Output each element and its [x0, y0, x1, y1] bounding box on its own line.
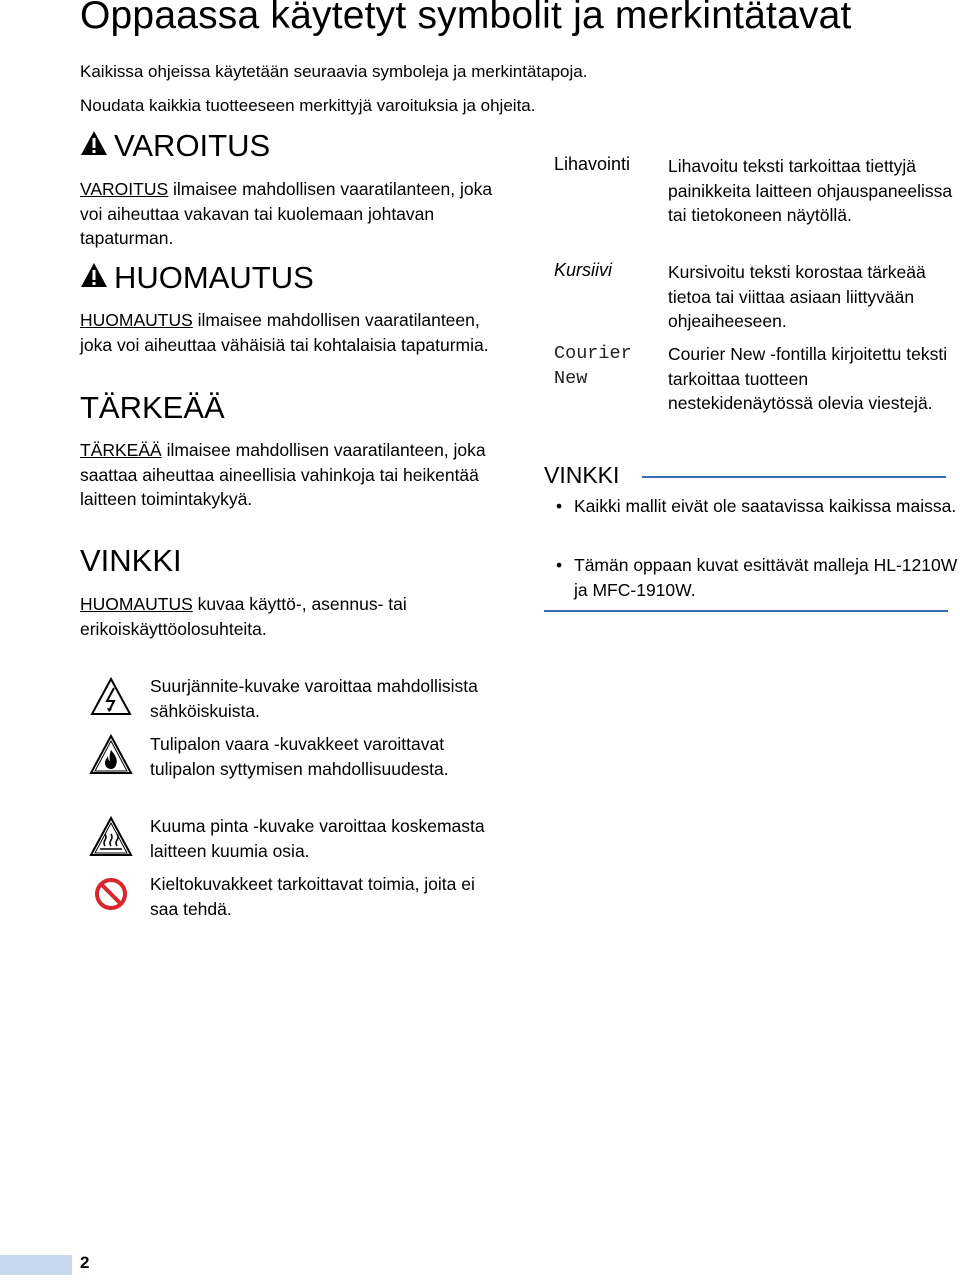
vinkki-note-title: VINKKI: [544, 462, 620, 488]
varoitus-heading-label: VAROITUS: [114, 128, 271, 163]
hot-surface-icon: [88, 814, 134, 860]
courier-definition: Courier New -fontilla kirjoitettu teksti tarkoittaa tuotteen nestekidenäytössä olevia viestejä.: [668, 344, 948, 413]
huomautus-text: ilmaisee mahdollisen vaaratilanteen, joka voi aiheuttaa vähäisiä tai kohtalaisia tapaturmia.: [80, 310, 489, 355]
note-bullet-item: [556, 494, 960, 519]
fire-hazard-description: Tulipalon vaara -kuvakkeet varoittavat tulipalon syttymisen mahdollisuudesta.: [150, 734, 449, 779]
high-voltage-description: Suurjännite-kuvake varoittaa mahdollisista sähköiskuista.: [150, 676, 478, 721]
vinkki-text: kuvaa käyttö-, asennus- tai erikoiskäyttöolosuhteita.: [80, 594, 407, 639]
huomautus-description: [80, 308, 500, 357]
vinkki-term: HUOMAUTUS: [80, 594, 193, 614]
note-bullet-text: Tämän oppaan kuvat esittävät malleja HL-1210W ja MFC-1910W.: [574, 555, 958, 600]
page-tab-marker: [0, 1255, 72, 1275]
varoitus-description: [80, 177, 500, 251]
tarkeaa-heading: [80, 390, 225, 426]
bullet-marker: •: [556, 555, 563, 575]
intro-text-1: Kaikissa ohjeissa käytetään seuraavia symboleja ja merkintätapoja.: [80, 62, 588, 81]
tarkeaa-text: ilmaisee mahdollisen vaaratilanteen, joka saattaa aiheuttaa aineellisia vahinkoja tai heikentää laitteen toimintakykyä.: [80, 440, 486, 509]
italic-term: Kursiivi: [554, 260, 613, 280]
huomautus-heading-label: HUOMAUTUS: [114, 260, 314, 295]
courier-term-line-1: Courier: [554, 343, 632, 364]
courier-term: [554, 342, 632, 391]
bold-term: Lihavointi: [554, 154, 631, 174]
vinkki-heading: [80, 543, 182, 579]
huomautus-heading: [80, 260, 314, 296]
fire-hazard-icon: [88, 732, 134, 778]
huomautus-term: HUOMAUTUS: [80, 310, 193, 330]
varoitus-term: VAROITUS: [80, 179, 169, 199]
bold-definition: Lihavoitu teksti tarkoittaa tiettyjä painikkeita laitteen ohjauspaneelissa tai tietokoneen näytöllä.: [668, 156, 953, 225]
high-voltage-icon: [88, 674, 134, 720]
page-number: 2: [80, 1253, 90, 1272]
hot-surface-description: Kuuma pinta -kuvake varoittaa koskemasta laitteen kuumia osia.: [150, 816, 485, 861]
vinkki-note-box: [544, 462, 958, 614]
caution-triangle-icon: [80, 260, 108, 296]
tarkeaa-heading-label: TÄRKEÄÄ: [80, 390, 225, 425]
prohibition-description: Kieltokuvakkeet tarkoittavat toimia, joita ei saa tehdä.: [150, 874, 475, 919]
note-bullet-text: Kaikki mallit eivät ole saatavissa kaikissa maissa.: [574, 496, 957, 516]
warning-triangle-icon: [80, 128, 108, 164]
prohibition-icon: [88, 872, 134, 918]
bullet-marker: •: [556, 496, 563, 516]
varoitus-heading: [80, 128, 270, 164]
page-title: Oppaassa käytetyt symbolit ja merkintätavat: [80, 0, 852, 37]
note-rule-top: [642, 476, 946, 478]
vinkki-heading-label: VINKKI: [80, 543, 182, 578]
tarkeaa-term: TÄRKEÄÄ: [80, 440, 162, 460]
tarkeaa-description: [80, 438, 500, 512]
vinkki-description: [80, 592, 500, 641]
note-rule-bottom: [544, 610, 948, 612]
varoitus-text: ilmaisee mahdollisen vaaratilanteen, joka voi aiheuttaa vakavan tai kuolemaan johtavan tapaturman.: [80, 179, 493, 248]
courier-term-line-2: New: [554, 367, 588, 389]
note-bullet-item: [556, 553, 960, 602]
italic-definition: Kursivoitu teksti korostaa tärkeää tietoa tai viittaa asiaan liittyvään ohjeaiheeseen.: [668, 262, 926, 331]
intro-text-2: Noudata kaikkia tuotteeseen merkittyjä varoituksia ja ohjeita.: [80, 96, 536, 115]
